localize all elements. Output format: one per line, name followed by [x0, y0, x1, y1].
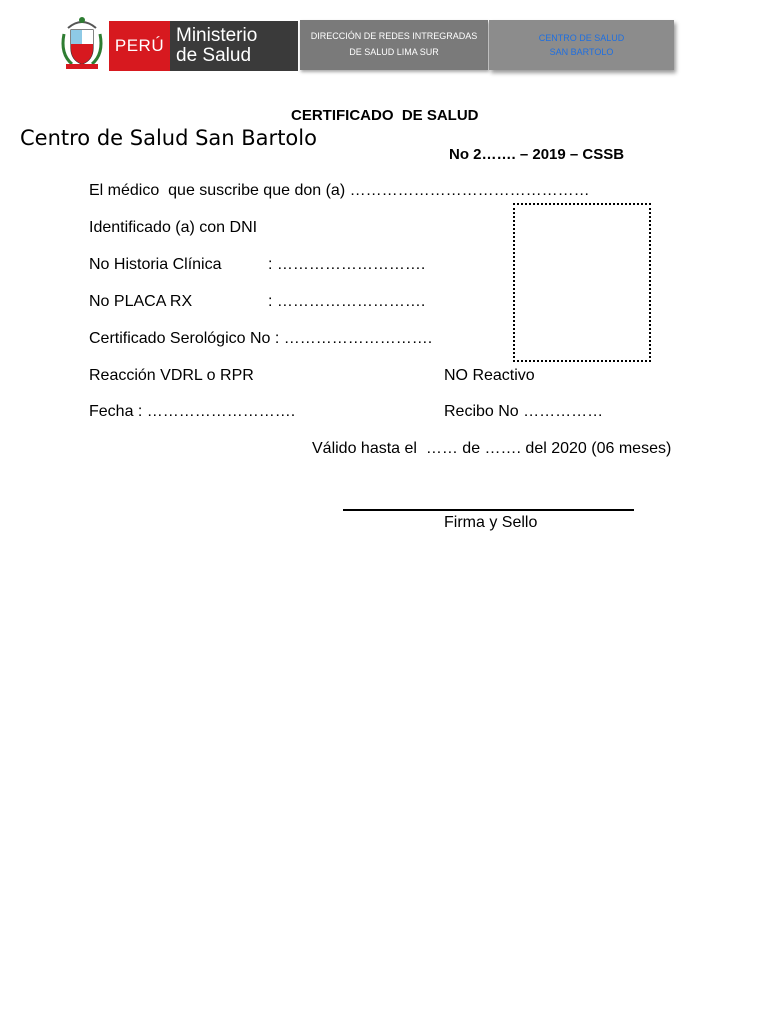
health-center-name: Centro de Salud San Bartolo — [20, 126, 317, 150]
signature-line — [343, 509, 634, 511]
history-value: : ………………………. — [268, 256, 426, 273]
ministry-line-1: Ministerio — [176, 25, 258, 46]
coat-of-arms-icon — [58, 14, 106, 72]
peru-logo-box — [109, 21, 170, 71]
certificate-title: CERTIFICADO DE SALUD — [291, 107, 479, 124]
photo-placeholder — [513, 203, 651, 362]
vdrl-label: Reacción VDRL o RPR — [89, 367, 254, 384]
xray-value: : ………………………. — [268, 293, 426, 310]
diris-line-1: DIRECCIÓN DE REDES INTREGRADAS — [310, 31, 478, 41]
history-label: No Historia Clínica — [89, 256, 222, 273]
ministry-line-2: de Salud — [176, 45, 252, 66]
vdrl-result: NO Reactivo — [444, 367, 535, 384]
date-line: Fecha : ………………………. — [89, 403, 296, 420]
center-line-1: CENTRO DE SALUD — [538, 33, 625, 43]
diris-line-2: DE SALUD LIMA SUR — [349, 47, 439, 57]
validity-line: Válido hasta el …… de ……. del 2020 (06 meses) — [312, 440, 672, 457]
certificate-number: No 2……. – 2019 – CSSB — [449, 146, 625, 163]
ministry-logo-box — [170, 21, 298, 71]
health-center-banner — [489, 20, 674, 70]
xray-label: No PLACA RX — [89, 293, 193, 310]
center-line-2: SAN BARTOLO — [549, 47, 614, 57]
physician-line: El médico que suscribe que don (a) ……………………………………… — [89, 182, 590, 199]
signature-label: Firma y Sello — [444, 514, 538, 531]
receipt-line: Recibo No …………… — [444, 403, 604, 420]
serology-line: Certificado Serológico No : ………………………. — [89, 330, 433, 347]
diris-banner — [300, 20, 488, 70]
country-name: PERÚ — [114, 36, 165, 55]
dni-line: Identificado (a) con DNI — [89, 219, 258, 236]
